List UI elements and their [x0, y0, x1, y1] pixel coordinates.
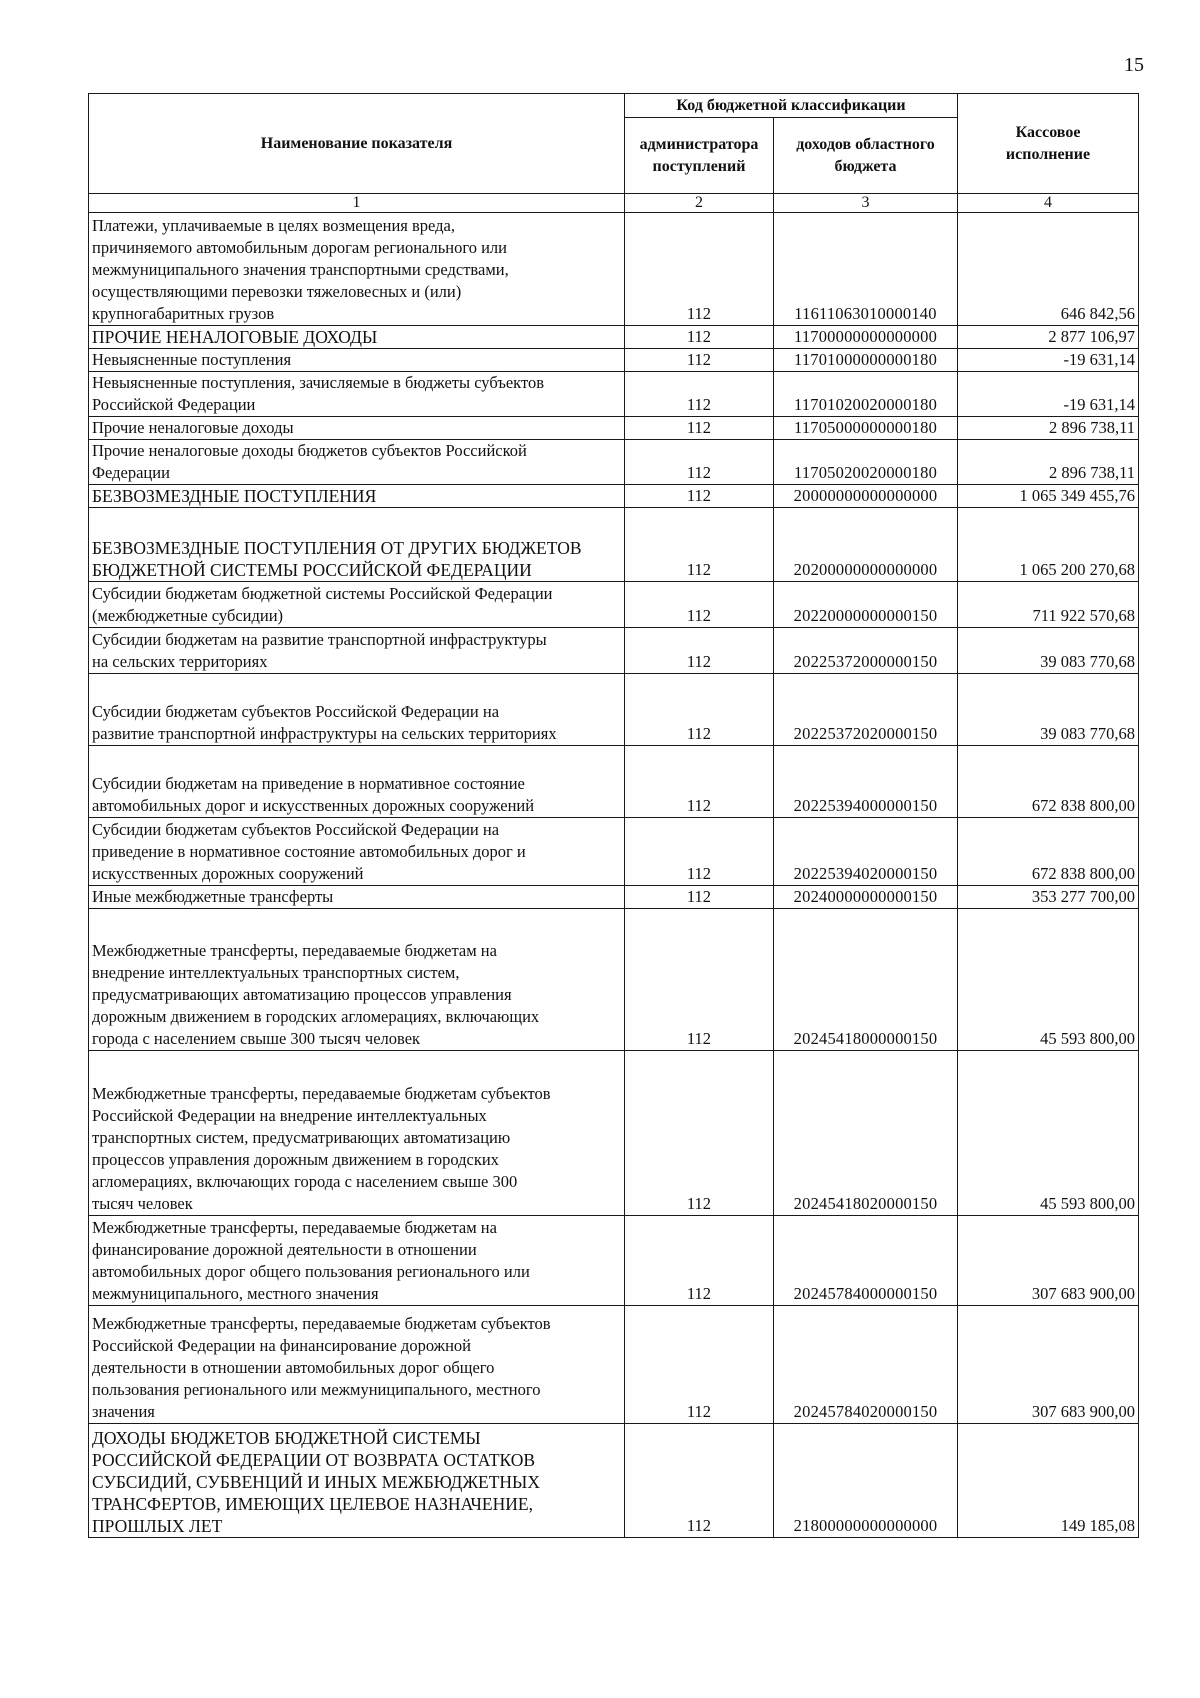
row-budget-code: 21800000000000000: [774, 1424, 958, 1538]
row-budget-code: 20245418020000150: [774, 1051, 958, 1216]
row-budget-code: 20245784020000150: [774, 1306, 958, 1424]
row-amount: 39 083 770,68: [958, 674, 1139, 746]
header-indicator-name: Наименование показателя: [89, 94, 625, 194]
table-row: [89, 628, 1139, 674]
row-admin-code: 112: [625, 746, 774, 818]
row-admin-code: 112: [625, 1051, 774, 1216]
row-name: ПРОЧИЕ НЕНАЛОГОВЫЕ ДОХОДЫ: [89, 326, 625, 349]
row-budget-code: 20245784000000150: [774, 1216, 958, 1306]
table-row: [89, 582, 1139, 628]
row-budget-code: 20225394000000150: [774, 746, 958, 818]
row-amount: 672 838 800,00: [958, 818, 1139, 886]
row-budget-code: 20240000000000150: [774, 886, 958, 909]
row-name: БЕЗВОЗМЕЗДНЫЕ ПОСТУПЛЕНИЯ: [89, 485, 625, 508]
row-name: ДОХОДЫ БЮДЖЕТОВ БЮДЖЕТНОЙ СИСТЕМЫ РОССИЙСКОЙ ФЕДЕРАЦИИ ОТ ВОЗВРАТА ОСТАТКОВ СУБСИДИЙ, СУБВЕНЦИЙ И ИНЫХ МЕЖБЮДЖЕТНЫХ ТРАНСФЕРТОВ, ИМЕЮЩИХ ЦЕЛЕВОЕ НАЗНАЧЕНИЕ, ПРОШЛЫХ ЛЕТ: [89, 1424, 625, 1538]
budget-revenue-table: [88, 93, 1139, 1538]
row-admin-code: 112: [625, 909, 774, 1051]
table-row: [89, 746, 1139, 818]
row-admin-code: 112: [625, 349, 774, 372]
header-administrator: администратора поступлений: [625, 118, 774, 194]
row-budget-code: 11705000000000180: [774, 417, 958, 440]
row-budget-code: 20200000000000000: [774, 508, 958, 582]
row-name: Иные межбюджетные трансферты: [89, 886, 625, 909]
row-amount: 307 683 900,00: [958, 1306, 1139, 1424]
row-amount: 307 683 900,00: [958, 1216, 1139, 1306]
row-admin-code: 112: [625, 818, 774, 886]
row-amount: 1 065 200 270,68: [958, 508, 1139, 582]
table-row: [89, 674, 1139, 746]
table-row: [89, 440, 1139, 485]
row-amount: -19 631,14: [958, 349, 1139, 372]
row-name: Субсидии бюджетам на развитие транспортной инфраструктуры на сельских территориях: [89, 628, 625, 674]
row-admin-code: 112: [625, 485, 774, 508]
row-amount: 2 896 738,11: [958, 417, 1139, 440]
column-number: 1: [89, 194, 625, 213]
row-budget-code: 20245418000000150: [774, 909, 958, 1051]
row-name: БЕЗВОЗМЕЗДНЫЕ ПОСТУПЛЕНИЯ ОТ ДРУГИХ БЮДЖЕТОВ БЮДЖЕТНОЙ СИСТЕМЫ РОССИЙСКОЙ ФЕДЕРАЦИИ: [89, 508, 625, 582]
row-amount: 2 877 106,97: [958, 326, 1139, 349]
row-budget-code: 20225372020000150: [774, 674, 958, 746]
header-cash-execution: Кассовое исполнение: [958, 94, 1139, 194]
column-number-row: [89, 194, 1139, 213]
row-name: Межбюджетные трансферты, передаваемые бюджетам субъектов Российской Федерации на внедрение интеллектуальных транспортных систем, предусматривающих автоматизацию процессов управления дорожным движением в городских агломерациях, включающих города с населением свыше 300 тысяч человек: [89, 1051, 625, 1216]
row-admin-code: 112: [625, 508, 774, 582]
row-name: Межбюджетные трансферты, передаваемые бюджетам субъектов Российской Федерации на финансирование дорожной деятельности в отношении автомобильных дорог общего пользования регионального или межмуниципального, местного значения: [89, 1306, 625, 1424]
row-admin-code: 112: [625, 674, 774, 746]
row-name: Межбюджетные трансферты, передаваемые бюджетам на финансирование дорожной деятельности в отношении автомобильных дорог общего пользования регионального или межмуниципального, местного значения: [89, 1216, 625, 1306]
row-amount: 149 185,08: [958, 1424, 1139, 1538]
table-row: [89, 886, 1139, 909]
row-admin-code: 112: [625, 1306, 774, 1424]
row-amount: 45 593 800,00: [958, 909, 1139, 1051]
table-row: [89, 818, 1139, 886]
row-amount: 646 842,56: [958, 213, 1139, 326]
table-row: [89, 213, 1139, 326]
row-budget-code: 11611063010000140: [774, 213, 958, 326]
row-amount: 2 896 738,11: [958, 440, 1139, 485]
column-number: 3: [774, 194, 958, 213]
column-number: 4: [958, 194, 1139, 213]
table-row: [89, 508, 1139, 582]
row-admin-code: 112: [625, 213, 774, 326]
row-amount: 45 593 800,00: [958, 1051, 1139, 1216]
row-admin-code: 112: [625, 1216, 774, 1306]
row-admin-code: 112: [625, 628, 774, 674]
table-row: [89, 1424, 1139, 1538]
row-budget-code: 20225372000000150: [774, 628, 958, 674]
row-name: Субсидии бюджетам субъектов Российской Федерации на развитие транспортной инфраструктуры на сельских территориях: [89, 674, 625, 746]
row-name: Невыясненные поступления, зачисляемые в бюджеты субъектов Российской Федерации: [89, 372, 625, 417]
table-row: [89, 349, 1139, 372]
row-name: Прочие неналоговые доходы бюджетов субъектов Российской Федерации: [89, 440, 625, 485]
row-admin-code: 112: [625, 1424, 774, 1538]
table-row: [89, 417, 1139, 440]
row-name: Субсидии бюджетам субъектов Российской Федерации на приведение в нормативное состояние автомобильных дорог и искусственных дорожных сооружений: [89, 818, 625, 886]
row-admin-code: 112: [625, 326, 774, 349]
column-number: 2: [625, 194, 774, 213]
table-row: [89, 1051, 1139, 1216]
row-budget-code: 11701020020000180: [774, 372, 958, 417]
row-budget-code: 11701000000000180: [774, 349, 958, 372]
row-amount: 39 083 770,68: [958, 628, 1139, 674]
row-admin-code: 112: [625, 440, 774, 485]
table-row: [89, 485, 1139, 508]
row-name: Субсидии бюджетам бюджетной системы Российской Федерации (межбюджетные субсидии): [89, 582, 625, 628]
row-budget-code: 20220000000000150: [774, 582, 958, 628]
row-amount: -19 631,14: [958, 372, 1139, 417]
header-revenue-code: доходов областного бюджета: [774, 118, 958, 194]
row-amount: 672 838 800,00: [958, 746, 1139, 818]
row-name: Субсидии бюджетам на приведение в нормативное состояние автомобильных дорог и искусственных дорожных сооружений: [89, 746, 625, 818]
row-admin-code: 112: [625, 582, 774, 628]
page-number: 15: [1124, 54, 1144, 76]
row-budget-code: 11700000000000000: [774, 326, 958, 349]
row-amount: 1 065 349 455,76: [958, 485, 1139, 508]
row-amount: 711 922 570,68: [958, 582, 1139, 628]
table-row: [89, 326, 1139, 349]
table-row: [89, 1216, 1139, 1306]
header-classification-code: Код бюджетной классификации: [625, 94, 958, 118]
table-row: [89, 372, 1139, 417]
row-name: Прочие неналоговые доходы: [89, 417, 625, 440]
row-name: Невыясненные поступления: [89, 349, 625, 372]
table-row: [89, 1306, 1139, 1424]
row-budget-code: 20225394020000150: [774, 818, 958, 886]
row-budget-code: 20000000000000000: [774, 485, 958, 508]
row-budget-code: 11705020020000180: [774, 440, 958, 485]
row-admin-code: 112: [625, 372, 774, 417]
row-name: Платежи, уплачиваемые в целях возмещения вреда, причиняемого автомобильным дорогам регионального или межмуниципального значения транспортными средствами, осуществляющими перевозки тяжеловесных и (или) крупногабаритных грузов: [89, 213, 625, 326]
table-row: [89, 909, 1139, 1051]
row-amount: 353 277 700,00: [958, 886, 1139, 909]
row-admin-code: 112: [625, 417, 774, 440]
row-name: Межбюджетные трансферты, передаваемые бюджетам на внедрение интеллектуальных транспортных систем, предусматривающих автоматизацию процессов управления дорожным движением в городских агломерациях, включающих города с населением свыше 300 тысяч человек: [89, 909, 625, 1051]
row-admin-code: 112: [625, 886, 774, 909]
